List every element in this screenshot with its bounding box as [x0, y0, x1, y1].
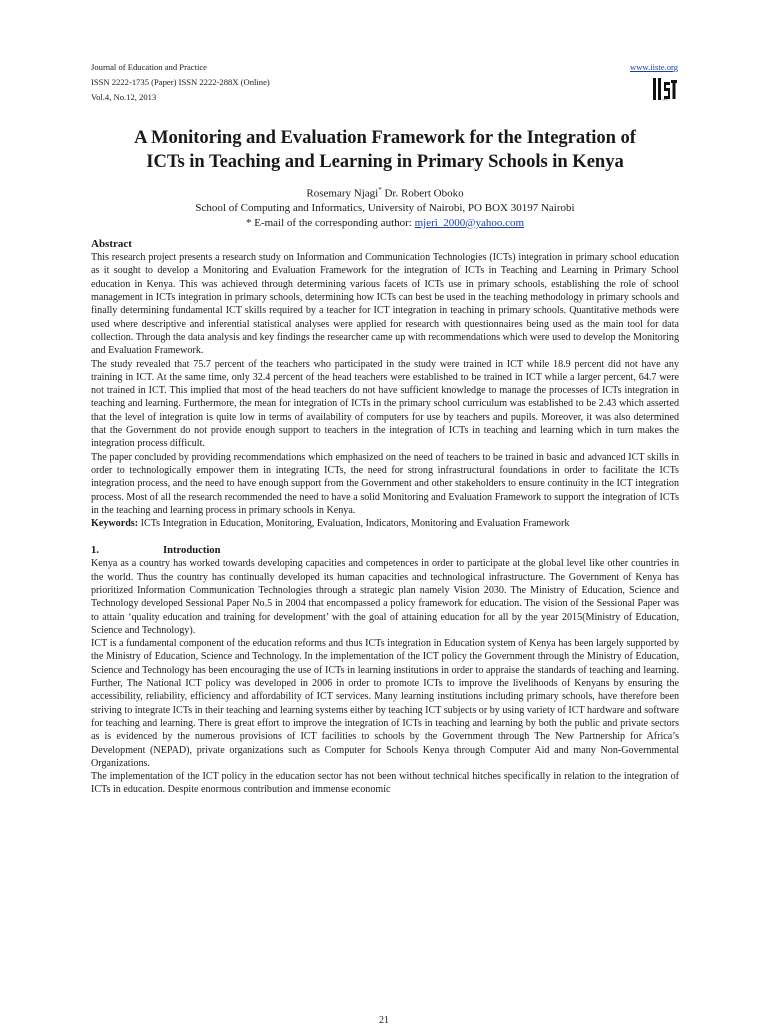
intro-paragraph-2: ICT is a fundamental component of the education reforms and thus ICTs integration in Education system of Kenya has been largely supported by the Ministry of Education, Science and Technology. In the implementation of the ICT policy the Government through the Ministry of Education, Science and Technology has been encouraging the use of ICTs in learning institutions in order to appraise the standards of teaching and learning. Further, The National ICT policy was developed in 2006 in order to promote ICTs to improve the livelihoods of Kenyans by ensuring the accessibility, reliability, efficiency and affordability of ICT services. Many learning institutions including primary schools, have therefore been striving to integrate ICTs in their teaching and learning systems either by teaching ICT subjects or by using variety of ICT hardware and software for teaching and learning. There is great effort to improve the integration of ICTs in teaching and learning by both the public and private sectors as is evidenced by the numerous provisions of ICT facilities to schools by the Government through The New Partnership for Africa’s Development (NEPAD), private organizations such as Computer for Schools Kenya through Computer Aid and many Non-Governmental Organizations. [91, 638, 679, 769]
corresponding-mark: * [378, 186, 382, 194]
section-heading-introduction [91, 544, 679, 557]
author-1: Rosemary Njagi [306, 187, 379, 200]
author-block [91, 183, 679, 230]
section-title: Introduction [163, 545, 221, 557]
page-number: 21 [379, 1015, 389, 1026]
paper-title [91, 126, 679, 174]
email-link[interactable]: mjeri_2000@yahoo.com [414, 216, 525, 229]
section-number: 1. [91, 545, 99, 557]
running-header [91, 60, 679, 110]
affiliation: School of Computing and Informatics, University of Nairobi, PO BOX 30197 Nairobi [195, 202, 575, 215]
intro-paragraph-3: The implementation of the ICT policy in the education sector has not been without technical hitches specifically in relation to the integration of ICTs in education. Despite enormous contribution and immense economic [91, 771, 679, 796]
svg-text:IISTE: IISTE [662, 99, 668, 101]
author-names [91, 183, 679, 201]
journal-url-link[interactable]: www.iiste.org [630, 62, 678, 72]
iiste-logo [652, 77, 678, 101]
issn-line: ISSN 2222-1735 (Paper) ISSN 2222-288X (Online) [91, 77, 270, 87]
volume-line: Vol.4, No.12, 2013 [91, 92, 157, 102]
author-2: Dr. Robert Oboko [381, 187, 464, 200]
title-line-1: A Monitoring and Evaluation Framework for the Integration of [134, 127, 636, 148]
intro-paragraph-1: Kenya as a country has worked towards developing capacities and competences in order to participate at the global level like other countries in the world. Thus the country has continually developed its human capacities and technological infrastructure. The Government of Kenya has prioritized Information Communication Technologies through a strategic plan namely Vision 2030. The Ministry of Education, Science and Technology developed Sessional Paper No.5 in 2004 that encompassed a policy framework for education. The vision of the Sessional Paper was to attain ‘quality education and training for development’ with the goal of attaining education for all by the year 2015(Ministry of Education, Science and Technology). [91, 558, 679, 636]
keywords-text: ICTs Integration in Education, Monitoring, Evaluation, Indicators, Monitoring and Evaluation Framework [138, 518, 570, 530]
abstract-heading: Abstract [91, 238, 132, 251]
abstract-paragraph-2: The study revealed that 75.7 percent of the teachers who participated in the study were trained in ICT while 18.9 percent did not have any training in ICT. At the same time, only 32.4 percent of the head teachers were established to be trained in ICT while a larger percent, 64.7 were not trained in ICT. This implied that most of the head teachers do not have sufficient knowledge to manage the processes of ICTs integration in teaching and learning. Furthermore, the mean for integration of ICTs in the primary school curriculum was established to be 2.43 which asserted that the level of integration is quite low in terms of availability of computers for use by teachers and pupils. Moreover, it was also determined that the Government do not provide enough support to teachers in the integration of ICTs in teaching and learning which in turn makes the integration process difficult. [91, 358, 679, 450]
keywords-label: Keywords: [91, 518, 139, 530]
title-line-2: ICTs in Teaching and Learning in Primary Schools in Kenya [146, 151, 624, 172]
abstract-paragraph-1: This research project presents a research study on Information and Communication Technologies (ICTs) integration in primary school education as it sought to develop a Monitoring and Evaluation Framework for the integration of ICTs in Teaching and Learning in Primary School education in Kenya. This was achieved through determining various facets of ICTs use in primary schools, establishing the role of school management in ICTs integration in primary schools, determining how ICTs can best be used in the teaching methodology in primary schools and finally determining fundamental ICT skills required by a teacher for ICT integration in teaching in primary schools. Quantitative methods were used where descriptive and inferential statistical analyses were applied for research with questionnaires being used as the main tool for data collection. Through the data analysis and key findings the researcher came up with recommendations which were used to develop the Monitoring and Evaluation Framework. [91, 252, 679, 357]
keywords-line [91, 517, 679, 530]
abstract-paragraph-3: The paper concluded by providing recommendations which emphasized on the need of teachers to be trained in basic and advanced ICT skills in order to technologically empower them in integrating ICTs, the need for strong infrastructural foundations in order to facilitate the ICTs integration process, and the need to have enough support from the Government and other stakeholders to ensure continuity in the ICT integration process. Most of all the research recommended the need to have a solid Monitoring and Evaluation Framework to support the integration of ICTs in the teaching and learning process in primary schools in Kenya. [91, 451, 679, 516]
email-label: * E-mail of the corresponding author: [245, 216, 415, 229]
paper-page [91, 60, 679, 797]
journal-name: Journal of Education and Practice [91, 62, 207, 72]
email-line [91, 216, 679, 231]
